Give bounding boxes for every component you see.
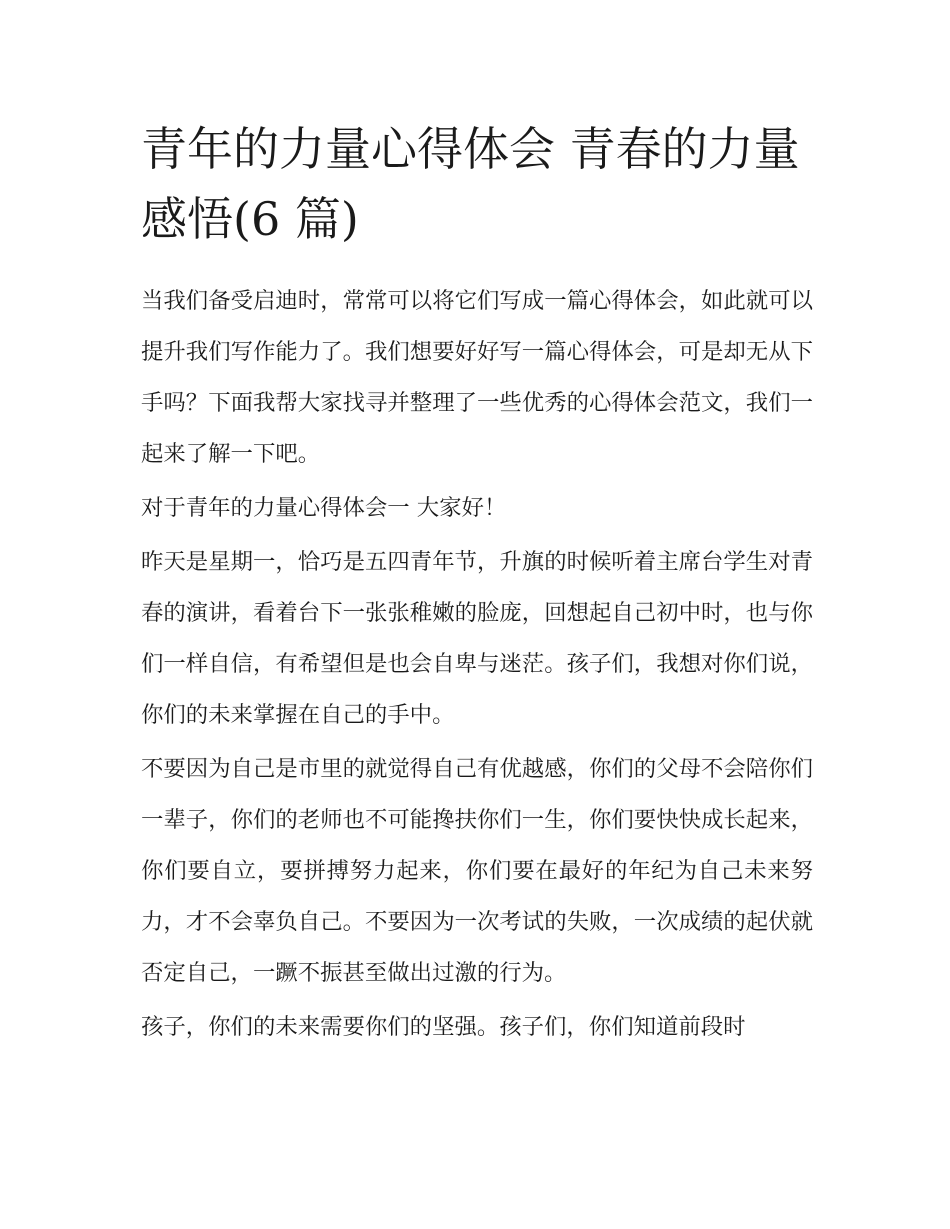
section-heading-paragraph: 对于青年的力量心得体会一 大家好！ <box>141 495 507 521</box>
body-paragraph: 孩子，你们的未来需要你们的坚强。孩子们，你们知道前段时 <box>141 1014 746 1040</box>
body-paragraph: 不要因为自己是市里的就觉得自己有优越感，你们的父母不会陪你们一辈子，你们的老师也不可能搀扶你们一生，你们要快快成长起来，你们要自立，要拼搏努力起来，你们要在最好的年纪为自己未来努力，才不会辜负自己。不要因为一次考试的失败，一次成绩的起伏就否定自己，一蹶不振甚至做出过激的行为。 <box>141 756 813 986</box>
intro-paragraph: 当我们备受启迪时，常常可以将它们写成一篇心得体会，如此就可以提升我们写作能力了。我们想要好好写一篇心得体会，可是却无从下手吗？下面我帮大家找寻并整理了一些优秀的心得体会范文，我们一起来了解一下吧。 <box>141 288 813 467</box>
body-paragraph: 昨天是星期一，恰巧是五四青年节，升旗的时候听着主席台学生对青春的演讲，看着台下一张张稚嫩的脸庞，回想起自己初中时，也与你们一样自信，有希望但是也会自卑与迷茫。孩子们，我想对你们说，你们的未来掌握在自己的手中。 <box>141 549 813 728</box>
document-title: 青年的力量心得体会 青春的力量感悟(6 篇) <box>141 122 800 246</box>
document-body <box>141 114 813 1056</box>
